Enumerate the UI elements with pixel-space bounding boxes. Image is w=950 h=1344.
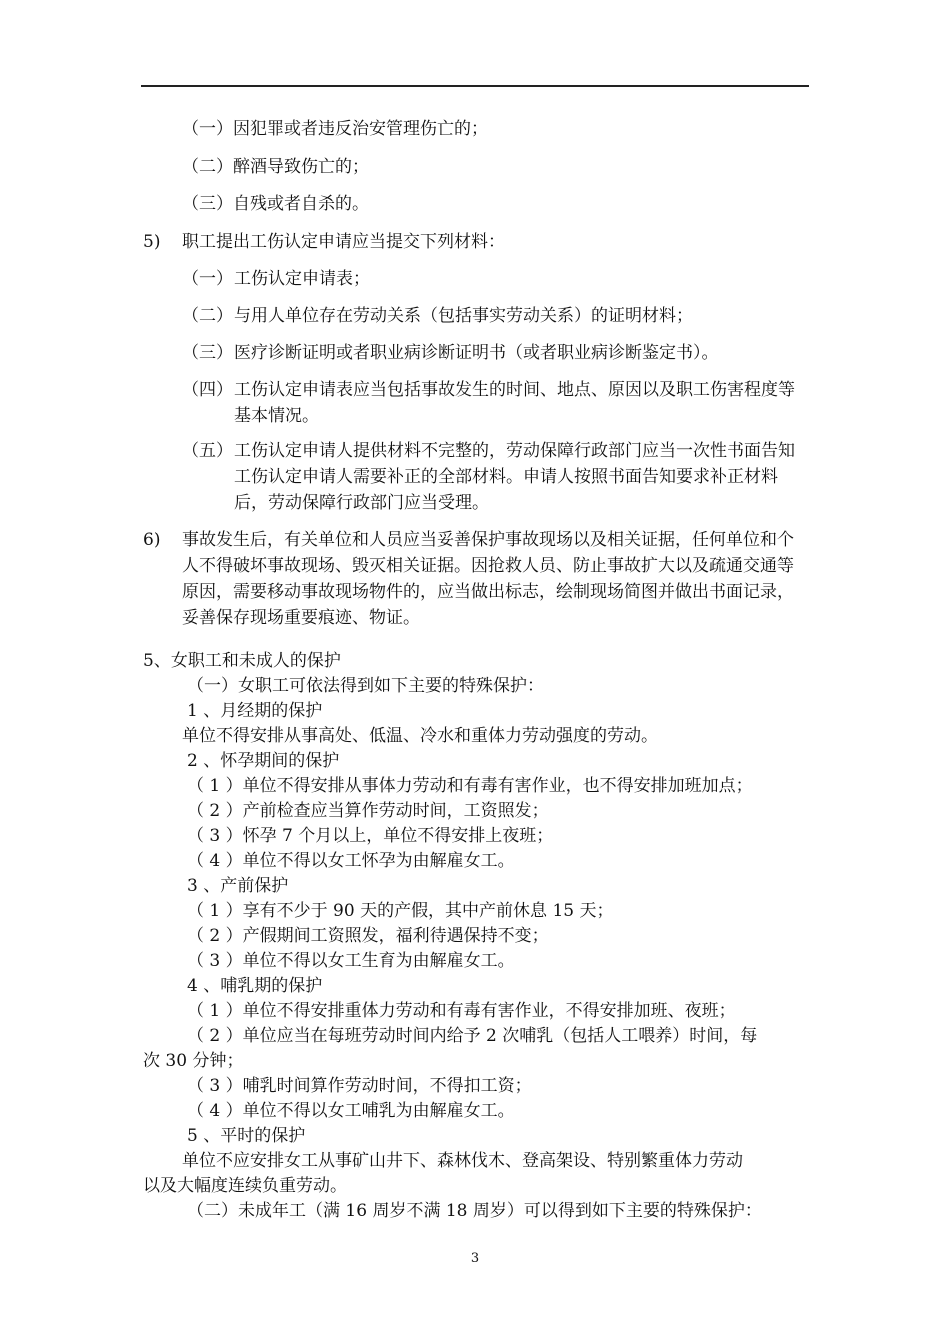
clause-item: （ 4 ）单位不得以女工哺乳为由解雇女工。 (187, 1101, 515, 1121)
clause-item: （ 2 ）产假期间工资照发，福利待遇保持不变； (187, 926, 549, 946)
list-number: 5) (143, 232, 161, 252)
sub-item-mark: （三） (182, 343, 233, 363)
sub-item-text: 工伤认定申请表应当包括事故发生的时间、地点、原因以及职工伤害程度等基本情况。 (234, 380, 795, 426)
sub-item-text: 医疗诊断证明或者职业病诊断证明书（或者职业病诊断鉴定书）。 (234, 343, 719, 363)
list-item-text: 职工提出工伤认定申请应当提交下列材料： (182, 232, 505, 252)
clause-text: 单位不应安排女工从事矿山井下、森林伐木、登高架设、特别繁重体力劳动 (182, 1151, 743, 1171)
clause-item: （ 1 ）单位不得安排从事体力劳动和有毒有害作业，也不得安排加班加点； (187, 776, 753, 796)
exclusion-item: （二）醉酒导致伤亡的； (182, 157, 369, 177)
clause-heading: 4 、哺乳期的保护 (187, 976, 323, 996)
clause-heading: 2 、怀孕期间的保护 (187, 751, 340, 771)
clause-heading: 1 、月经期的保护 (187, 701, 323, 721)
clause-item: （ 4 ）单位不得以女工怀孕为由解雇女工。 (187, 851, 515, 871)
section-heading: 5、女职工和未成人的保护 (143, 651, 341, 671)
clause-item-continued: 次 30 分钟； (143, 1051, 244, 1071)
clause-heading: 3 、产前保护 (187, 876, 289, 896)
exclusion-item: （三）自残或者自杀的。 (182, 194, 369, 214)
clause-item: （ 3 ）怀孕 7 个月以上，单位不得安排上夜班； (187, 826, 554, 846)
clause-item: （ 3 ）单位不得以女工生育为由解雇女工。 (187, 951, 515, 971)
subsection-heading: （二）未成年工（满 16 周岁不满 18 周岁）可以得到如下主要的特殊保护： (187, 1201, 762, 1221)
clause-heading: 5 、平时的保护 (187, 1126, 306, 1146)
sub-item-mark: （二） (182, 306, 233, 326)
clause-item: （ 1 ）享有不少于 90 天的产假，其中产前休息 15 天； (187, 901, 614, 921)
clause-item: （ 3 ）哺乳时间算作劳动时间，不得扣工资； (187, 1076, 532, 1096)
page-number: 3 (470, 1251, 480, 1266)
sub-item-text: 工伤认定申请人提供材料不完整的，劳动保障行政部门应当一次性书面告知工伤认定申请人需要补正的全部材料。申请人按照书面告知要求补正材料后，劳动保障行政部门应当受理。 (234, 441, 795, 513)
exclusion-item: （一）因犯罪或者违反治安管理伤亡的； (182, 119, 488, 139)
sub-item-text: 工伤认定申请表； (234, 269, 370, 289)
sub-item-text: 与用人单位存在劳动关系（包括事实劳动关系）的证明材料； (234, 306, 693, 326)
clause-text-continued: 以及大幅度连续负重劳动。 (143, 1176, 347, 1196)
sub-item-mark: （一） (182, 269, 233, 289)
clause-item: （ 2 ）产前检查应当算作劳动时间，工资照发； (187, 801, 549, 821)
sub-item-mark: （四） (182, 380, 233, 400)
clause-text: 单位不得安排从事高处、低温、冷水和重体力劳动强度的劳动。 (182, 726, 658, 746)
list-number: 6) (143, 530, 161, 550)
sub-item-mark: （五） (182, 441, 233, 461)
header-rule (141, 85, 809, 87)
clause-item: （ 2 ）单位应当在每班劳动时间内给予 2 次哺乳（包括人工喂养）时间，每 (187, 1026, 758, 1046)
clause-item: （ 1 ）单位不得安排重体力劳动和有毒有害作业，不得安排加班、夜班； (187, 1001, 736, 1021)
list-item-text: 事故发生后，有关单位和人员应当妥善保护事故现场以及相关证据，任何单位和个人不得破坏事故现场、毁灭相关证据。因抢救人员、防止事故扩大以及疏通交通等原因，需要移动事故现场物件的，应当做出标志，绘制现场简图并做出书面记录，妥善保存现场重要痕迹、物证。 (182, 530, 794, 628)
subsection-heading: （一）女职工可依法得到如下主要的特殊保护： (187, 676, 544, 696)
